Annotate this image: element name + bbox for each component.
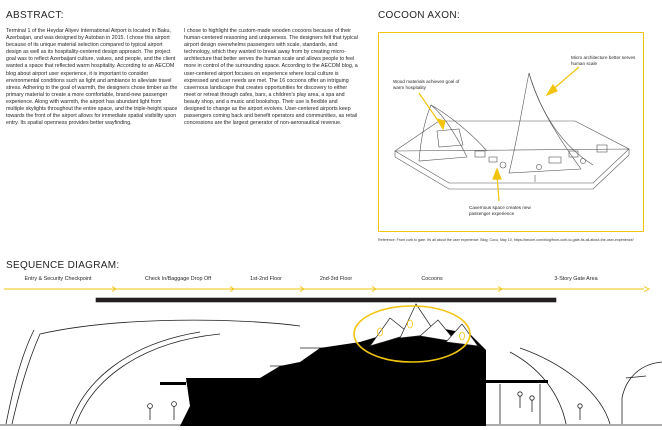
axon-cocoon-left-edge [431, 105, 487, 151]
section-balcony [486, 380, 548, 383]
axon-note-micro: Micro architecture better serves human scale [571, 55, 636, 66]
axon-note-cavernous: Cavernous space creates new passenger experience [469, 205, 531, 216]
stage-label-floor-2-3: 2nd-3rd Floor [319, 276, 353, 282]
abstract-heading: ABSTRACT: [6, 10, 64, 21]
section-entry-curve [6, 330, 34, 424]
stage-label-cocoons: Cocoons [421, 276, 443, 282]
airport-section-drawing [0, 294, 662, 430]
sequence-stage-labels [0, 276, 662, 286]
stage-label-gate: 3-Story Gate Area [554, 276, 598, 282]
axon-heading: COCOON AXON: [378, 10, 460, 21]
sequence-arrow-bar [4, 286, 650, 292]
stage-label-floor-1-2: 1st-2nd Floor [250, 276, 282, 282]
abstract-paragraph-2: I chose to highlight the custom-made wooden cocoons because of their human-centered reasoning and uniqueness. The designers felt that typical airport design overwhelms passengers with scale, standards, and technology, which they wanted to break away from by creating micro-architecture that better serves the human scale and allows people to feel more in control of the surrounding space. According to the AECOM blog, a user-centered airport focuses on experience where local culture is expressed and user needs are met. The 16 cocoons offer an intriguing cavernous landscape that creates opportunities for discovery to either meet or retreat through cafes, bars, a children's play area, a spa and beauty shop, and a music and bookshop. Their use is flexible and designed to change as the airport evolves. User-centered airports keep passengers coming back and benefit operators and communities, as retail concessions are the largest generator of non-aeronautical revenue. [184, 28, 358, 127]
axon-floor-plate [395, 121, 629, 183]
cocoon-axon-drawing [378, 32, 644, 232]
axon-cocoon-tall-edge [529, 73, 593, 165]
reference-citation: Reference: From curb to gate: it's all about the user experience. Blog, Cocu, May 10, https://aecom.com/blog/from-curb-to-gate-its-all-about-the-user-experience/ [378, 238, 634, 242]
axon-note-wood: Wood materials achieves goal of warm hospitality [393, 79, 460, 90]
section-gate-curve [510, 352, 566, 424]
sequence-heading: SEQUENCE DIAGRAM: [6, 260, 120, 271]
section-aircraft-nose [622, 362, 662, 424]
axon-cocoon-window [437, 129, 463, 147]
axon-cocoon-tall [509, 73, 581, 173]
section-roof-slab [96, 298, 556, 302]
section-ceiling-curve [40, 320, 300, 334]
stage-label-entry: Entry & Security Checkpoint [24, 276, 92, 282]
axon-arrowhead-cavernous [493, 169, 501, 179]
axon-arrowhead-wood [437, 119, 445, 129]
abstract-paragraph-1: Terminal 1 of the Heydar Aliyev International Airport is located in Baku, Azerbaijan, and was designed by Autoban in 2015. I chose this airport because of its unique material selection compared to typical airport design as well as its hospitality-centered design approach. The project goal was to reflect Azerbaijani culture, values, and people, and the client wanted a space that reflected warm hospitality. According to an AECOM blog about airport user experience, it is important to consider environmental conditions such as light and ambiance to alleviate travel stress. Adhering to the goal of warmth, the designers chose timber as the primary material to create a more comfortable, brand-new passenger experience. Along with warmth, the airport has abundant light from multiple skylights throughout the entire space, and the triple-height space towards the front of the airport allows for immediate spatial visibility upon entry. Its spatial openness provides better wayfinding. [6, 28, 178, 127]
stage-label-checkin: Check In/Baggage Drop Off [144, 276, 212, 282]
